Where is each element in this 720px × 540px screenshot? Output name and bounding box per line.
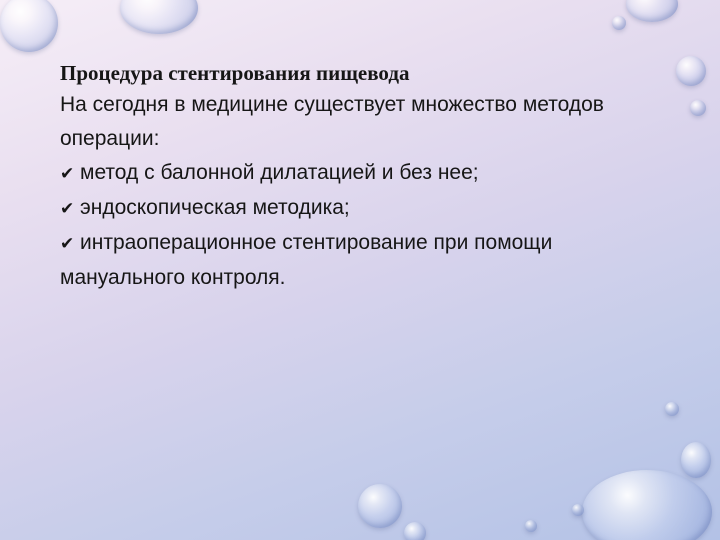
water-drop-decoration xyxy=(676,56,706,86)
list-item-text: метод с балонной дилатацией и без нее; xyxy=(80,161,479,184)
checkmark-icon: ✔ xyxy=(60,234,75,254)
water-drop-decoration xyxy=(582,470,712,540)
water-drop-decoration xyxy=(626,0,678,22)
list-item xyxy=(60,191,670,226)
water-drop-decoration xyxy=(681,442,711,478)
list-item xyxy=(60,226,670,295)
method-list xyxy=(60,156,670,295)
water-drop-decoration xyxy=(0,0,58,52)
water-drop-decoration xyxy=(358,484,402,528)
water-drop-decoration xyxy=(690,100,706,116)
checkmark-icon: ✔ xyxy=(60,164,75,184)
list-item-text: интраоперационное стентирование при помощи мануального контроля. xyxy=(60,231,553,289)
slide-title: Процедура стентирования пищевода xyxy=(60,61,410,85)
water-drop-decoration xyxy=(612,16,626,30)
water-drop-decoration xyxy=(572,504,584,516)
water-drop-decoration xyxy=(525,520,537,532)
water-drop-decoration xyxy=(120,0,198,34)
intro-paragraph: На сегодня в медицине существует множество методов операции: xyxy=(60,93,604,150)
checkmark-icon: ✔ xyxy=(60,199,75,219)
list-item-text: эндоскопическая методика; xyxy=(80,196,350,219)
list-item xyxy=(60,156,670,191)
water-drop-decoration xyxy=(665,402,679,416)
slide-content xyxy=(60,58,670,295)
water-drop-decoration xyxy=(404,522,426,540)
